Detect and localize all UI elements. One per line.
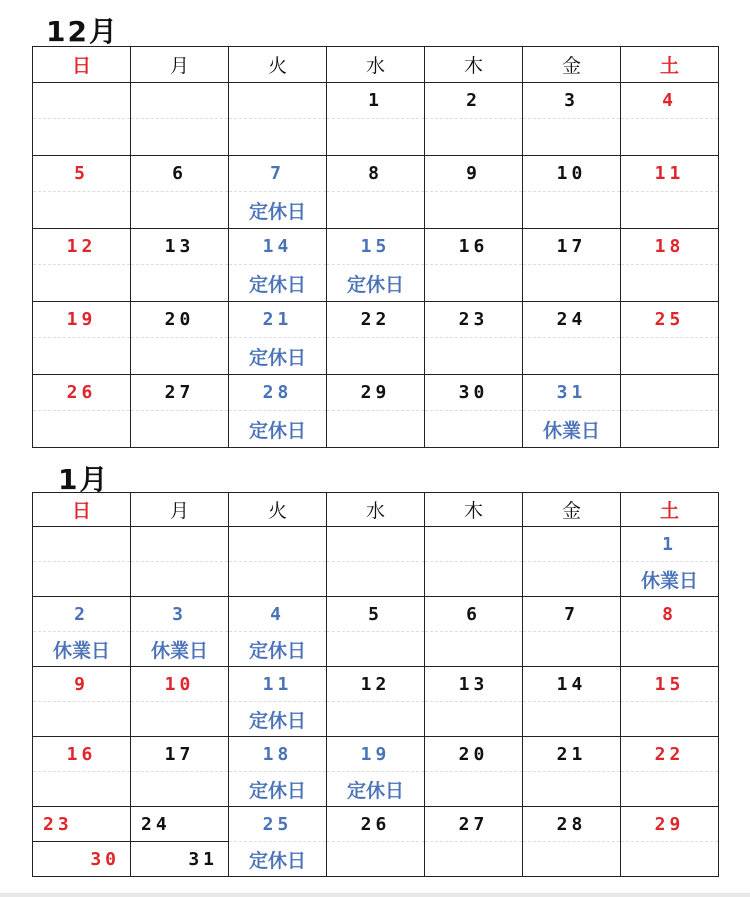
week-note-row <box>33 632 719 667</box>
day-number: 2 <box>425 83 523 119</box>
holiday-note: 休業日 <box>33 632 131 667</box>
weekday-header: 火 <box>229 47 327 83</box>
day-number: 10 <box>523 156 621 192</box>
holiday-note <box>621 772 719 807</box>
holiday-note <box>621 842 719 877</box>
holiday-note <box>523 338 621 375</box>
holiday-note <box>621 338 719 375</box>
holiday-note <box>621 702 719 737</box>
day-number: 14 <box>523 667 621 702</box>
weekday-header-row <box>33 47 719 83</box>
day-number <box>523 527 621 562</box>
day-number: 21 <box>523 737 621 772</box>
holiday-note <box>425 192 523 229</box>
holiday-note <box>425 772 523 807</box>
holiday-note: 定休日 <box>229 772 327 807</box>
holiday-note <box>523 265 621 302</box>
day-number: 17 <box>523 229 621 265</box>
holiday-note <box>523 119 621 156</box>
month-title-december: 12月 <box>46 15 119 48</box>
week-note-row <box>33 338 719 375</box>
day-number: 4 <box>229 597 327 632</box>
day-number: 20 <box>425 737 523 772</box>
day-number-extra: 31 <box>131 842 229 877</box>
week-day-row <box>33 156 719 192</box>
week-day-row <box>33 302 719 338</box>
day-number: 3 <box>523 83 621 119</box>
holiday-note: 休業日 <box>523 411 621 448</box>
holiday-note <box>327 119 425 156</box>
holiday-note <box>327 411 425 448</box>
day-number: 12 <box>33 229 131 265</box>
holiday-note: 定休日 <box>229 192 327 229</box>
day-number: 13 <box>131 229 229 265</box>
day-number: 10 <box>131 667 229 702</box>
weekday-header: 火 <box>229 493 327 527</box>
day-number: 11 <box>621 156 719 192</box>
holiday-note <box>33 411 131 448</box>
holiday-note <box>131 265 229 302</box>
bottom-divider <box>0 893 750 897</box>
holiday-note <box>33 562 131 597</box>
weekday-header: 日 <box>33 493 131 527</box>
day-number: 28 <box>229 375 327 411</box>
day-number: 4 <box>621 83 719 119</box>
day-number: 27 <box>425 807 523 842</box>
weekday-header: 月 <box>131 493 229 527</box>
weekday-header: 金 <box>523 47 621 83</box>
day-number: 26 <box>33 375 131 411</box>
weekday-header: 木 <box>425 47 523 83</box>
week-day-row <box>33 527 719 562</box>
day-number: 5 <box>33 156 131 192</box>
holiday-note: 休業日 <box>621 562 719 597</box>
holiday-note <box>425 265 523 302</box>
day-number: 8 <box>327 156 425 192</box>
day-number: 7 <box>229 156 327 192</box>
holiday-note <box>621 632 719 667</box>
day-number: 11 <box>229 667 327 702</box>
day-number: 24 <box>131 807 229 842</box>
holiday-note <box>33 702 131 737</box>
holiday-note <box>327 192 425 229</box>
holiday-note <box>523 632 621 667</box>
weekday-header-row <box>33 493 719 527</box>
day-number <box>229 83 327 119</box>
weekday-header: 水 <box>327 493 425 527</box>
day-number: 3 <box>131 597 229 632</box>
day-number <box>229 527 327 562</box>
day-number: 26 <box>327 807 425 842</box>
weekday-header: 月 <box>131 47 229 83</box>
holiday-note <box>425 842 523 877</box>
day-number: 19 <box>33 302 131 338</box>
day-number: 9 <box>425 156 523 192</box>
holiday-note <box>33 265 131 302</box>
holiday-note: 定休日 <box>327 265 425 302</box>
holiday-note: 定休日 <box>229 632 327 667</box>
holiday-note <box>425 632 523 667</box>
day-number: 5 <box>327 597 425 632</box>
day-number: 25 <box>621 302 719 338</box>
day-number: 29 <box>621 807 719 842</box>
weekday-header: 金 <box>523 493 621 527</box>
day-number: 6 <box>131 156 229 192</box>
holiday-note <box>621 119 719 156</box>
holiday-note <box>131 702 229 737</box>
week-note-row <box>33 119 719 156</box>
day-number: 1 <box>327 83 425 119</box>
day-number <box>131 83 229 119</box>
holiday-note <box>425 702 523 737</box>
day-number: 24 <box>523 302 621 338</box>
holiday-note <box>523 192 621 229</box>
day-number: 30 <box>425 375 523 411</box>
day-number: 29 <box>327 375 425 411</box>
holiday-note <box>621 265 719 302</box>
day-number: 31 <box>523 375 621 411</box>
day-number: 14 <box>229 229 327 265</box>
weekday-header: 土 <box>621 47 719 83</box>
holiday-note <box>425 562 523 597</box>
week-day-row <box>33 597 719 632</box>
day-number: 15 <box>621 667 719 702</box>
week-note-row <box>33 772 719 807</box>
day-number: 20 <box>131 302 229 338</box>
day-number: 6 <box>425 597 523 632</box>
holiday-note <box>327 562 425 597</box>
holiday-note <box>131 772 229 807</box>
day-number: 23 <box>425 302 523 338</box>
holiday-note: 定休日 <box>327 772 425 807</box>
weekday-header: 水 <box>327 47 425 83</box>
day-number <box>131 527 229 562</box>
day-number: 22 <box>327 302 425 338</box>
holiday-note <box>523 702 621 737</box>
day-number: 27 <box>131 375 229 411</box>
holiday-note: 定休日 <box>229 338 327 375</box>
holiday-note <box>131 411 229 448</box>
holiday-note <box>33 119 131 156</box>
week-note-row <box>33 411 719 448</box>
holiday-note <box>33 338 131 375</box>
day-number: 18 <box>229 737 327 772</box>
day-number: 23 <box>33 807 131 842</box>
day-number: 28 <box>523 807 621 842</box>
holiday-note <box>621 192 719 229</box>
day-number-extra: 30 <box>33 842 131 877</box>
day-number: 7 <box>523 597 621 632</box>
weekday-header: 土 <box>621 493 719 527</box>
holiday-note <box>327 632 425 667</box>
day-number: 2 <box>33 597 131 632</box>
holiday-note <box>425 338 523 375</box>
day-number: 19 <box>327 737 425 772</box>
holiday-note <box>33 772 131 807</box>
day-number: 16 <box>33 737 131 772</box>
week-day-row <box>33 667 719 702</box>
holiday-note: 定休日 <box>229 265 327 302</box>
day-number <box>33 83 131 119</box>
calendar-december <box>32 46 719 448</box>
day-number <box>327 527 425 562</box>
holiday-note <box>131 338 229 375</box>
holiday-note <box>523 842 621 877</box>
holiday-note <box>229 119 327 156</box>
day-number: 13 <box>425 667 523 702</box>
week-day-row <box>33 737 719 772</box>
holiday-note <box>33 192 131 229</box>
holiday-note <box>327 702 425 737</box>
holiday-note: 休業日 <box>131 632 229 667</box>
day-number: 16 <box>425 229 523 265</box>
week-day-row <box>33 807 719 842</box>
day-number <box>425 527 523 562</box>
day-number: 9 <box>33 667 131 702</box>
holiday-note <box>131 119 229 156</box>
week-note-row <box>33 192 719 229</box>
holiday-note <box>425 411 523 448</box>
holiday-note <box>523 772 621 807</box>
weekday-header: 木 <box>425 493 523 527</box>
weekday-header: 日 <box>33 47 131 83</box>
week-note-row <box>33 562 719 597</box>
calendar-january <box>32 492 719 877</box>
holiday-note <box>523 562 621 597</box>
holiday-note: 定休日 <box>229 842 327 877</box>
day-number: 8 <box>621 597 719 632</box>
week-note-row <box>33 265 719 302</box>
week-day-row <box>33 83 719 119</box>
holiday-note <box>131 192 229 229</box>
day-number: 17 <box>131 737 229 772</box>
day-number: 12 <box>327 667 425 702</box>
month-title-january: 1月 <box>58 463 110 496</box>
week-note-row <box>33 842 719 877</box>
holiday-note: 定休日 <box>229 702 327 737</box>
week-day-row <box>33 229 719 265</box>
holiday-note <box>131 562 229 597</box>
day-number <box>621 375 719 411</box>
week-note-row <box>33 702 719 737</box>
holiday-note <box>621 411 719 448</box>
day-number: 25 <box>229 807 327 842</box>
week-day-row <box>33 375 719 411</box>
day-number: 21 <box>229 302 327 338</box>
holiday-note <box>327 338 425 375</box>
day-number: 15 <box>327 229 425 265</box>
day-number: 1 <box>621 527 719 562</box>
day-number: 22 <box>621 737 719 772</box>
holiday-note <box>327 842 425 877</box>
day-number <box>33 527 131 562</box>
holiday-note: 定休日 <box>229 411 327 448</box>
holiday-note <box>229 562 327 597</box>
holiday-note <box>425 119 523 156</box>
day-number: 18 <box>621 229 719 265</box>
